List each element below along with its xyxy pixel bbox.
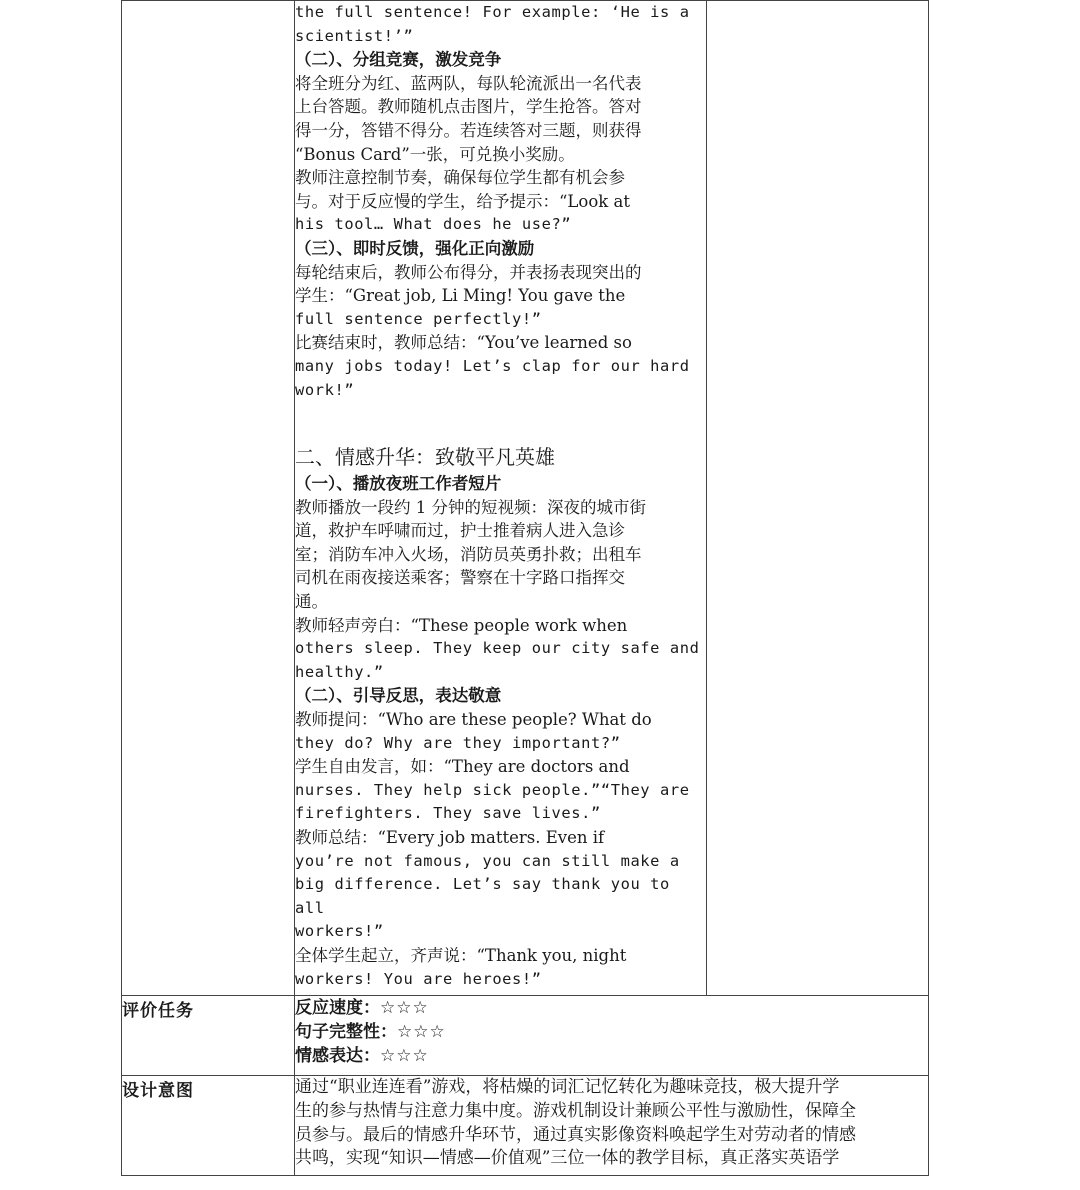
evaluation-body xyxy=(295,996,929,1076)
text-line: firefighters. They save lives.” xyxy=(295,804,601,823)
text-line: 员参与。最后的情感升华环节，通过真实影像资料唤起学生对劳动者的情感 xyxy=(295,1124,856,1145)
evaluation-item-name: 情感表达： xyxy=(295,1046,380,1066)
activity-row xyxy=(122,1,929,996)
text-line: 教师播放一段约 1 分钟的短视频：深夜的城市街 xyxy=(295,497,646,517)
subsection-heading: （二）、分组竞赛，激发竞争 xyxy=(295,50,502,70)
evaluation-item-name: 句子完整性： xyxy=(295,1022,397,1042)
text-line: 每轮结束后，教师公布得分，并表扬表现突出的 xyxy=(295,262,642,282)
star-rating: ☆☆☆ xyxy=(397,1022,446,1042)
lesson-plan-table-wrap xyxy=(121,0,928,1178)
evaluation-label: 评价任务 xyxy=(122,996,295,1076)
text-line: 通过“职业连连看”游戏，将枯燥的词汇记忆转化为趣味竞技，极大提升学 xyxy=(295,1077,840,1097)
evaluation-item xyxy=(295,1044,928,1068)
text-line: others sleep. They keep our city safe and xyxy=(295,639,700,658)
text-line: 生的参与热情与注意力集中度。游戏机制设计兼顾公平性与激励性，保障全 xyxy=(295,1100,856,1121)
design-body xyxy=(295,1076,929,1176)
text-line: many jobs today! Let’s clap for our hard xyxy=(295,356,690,375)
text-line: 学生：“Great job, Li Ming! You gave the xyxy=(295,286,626,306)
text-line: they do? Why are they important?” xyxy=(295,733,621,752)
text-line: 学生自由发言，如：“They are doctors and xyxy=(295,757,630,777)
subsection-heading: （二）、引导反思，表达敬意 xyxy=(295,686,502,706)
text-line: the full sentence! For example: ‘He is a xyxy=(295,3,690,21)
evaluation-item xyxy=(295,996,928,1020)
text-line: 司机在雨夜接送乘客；警察在十字路口指挥交 xyxy=(295,568,625,588)
subsection-heading: （一）、播放夜班工作者短片 xyxy=(295,474,502,494)
text-line: 教师注意控制节奏，确保每位学生都有机会参 xyxy=(295,168,625,188)
text-line: full sentence perfectly!” xyxy=(295,309,542,328)
text-line: 上台答题。教师随机点击图片，学生抢答。答对 xyxy=(295,97,642,117)
design-row xyxy=(122,1076,929,1176)
evaluation-row xyxy=(122,996,929,1076)
text-line: “Bonus Card”一张，可兑换小奖励。 xyxy=(295,144,575,164)
text-line: 比赛结束时，教师总结：“You’ve learned so xyxy=(295,333,632,353)
text-line: work!” xyxy=(295,380,355,399)
design-label: 设计意图 xyxy=(122,1076,295,1176)
text-line: you’re not famous, you can still make a xyxy=(295,851,680,870)
star-rating: ☆☆☆ xyxy=(380,998,429,1018)
text-line: scientist!’” xyxy=(295,26,414,45)
text-line: big difference. Let’s say thank you to all xyxy=(295,875,670,917)
text-line: workers!” xyxy=(295,922,384,941)
text-line: healthy.” xyxy=(295,662,384,681)
activity-content-cell xyxy=(295,1,707,996)
activity-label-cell xyxy=(122,1,295,996)
text-line: 将全班分为红、蓝两队，每队轮流派出一名代表 xyxy=(295,73,642,93)
text-line: nurses. They help sick people.”“They are xyxy=(295,780,690,799)
text-line: 全体学生起立，齐声说：“Thank you, night xyxy=(295,945,627,965)
evaluation-item-name: 反应速度： xyxy=(295,998,380,1018)
evaluation-item xyxy=(295,1020,928,1044)
text-line: 教师总结：“Every job matters. Even if xyxy=(295,828,605,847)
spacer xyxy=(295,402,706,442)
activity-notes-cell xyxy=(707,1,929,996)
text-line: 通。 xyxy=(295,592,328,612)
text-line: 室；消防车冲入火场，消防员英勇扑救；出租车 xyxy=(295,544,642,564)
text-line: 教师提问：“Who are these people? What do xyxy=(295,710,652,730)
text-line: 教师轻声旁白：“These people work when xyxy=(295,615,628,635)
text-line: workers! You are heroes!” xyxy=(295,969,542,988)
text-line: 共鸣，实现“知识—情感—价值观”三位一体的教学目标，真正落实英语学 xyxy=(295,1148,840,1169)
text-line: 道，救护车呼啸而过，护士推着病人进入急诊 xyxy=(295,521,625,541)
star-rating: ☆☆☆ xyxy=(380,1046,429,1066)
text-line: 与。对于反应慢的学生，给予提示：“Look at xyxy=(295,191,630,211)
section-heading: 二、情感升华：致敬平凡英雄 xyxy=(295,445,555,470)
text-line: his tool… What does he use?” xyxy=(295,215,572,234)
subsection-heading: （三）、即时反馈，强化正向激励 xyxy=(295,238,535,258)
lesson-plan-table xyxy=(121,0,929,1176)
text-line: 得一分，答错不得分。若连续答对三题，则获得 xyxy=(295,120,642,140)
